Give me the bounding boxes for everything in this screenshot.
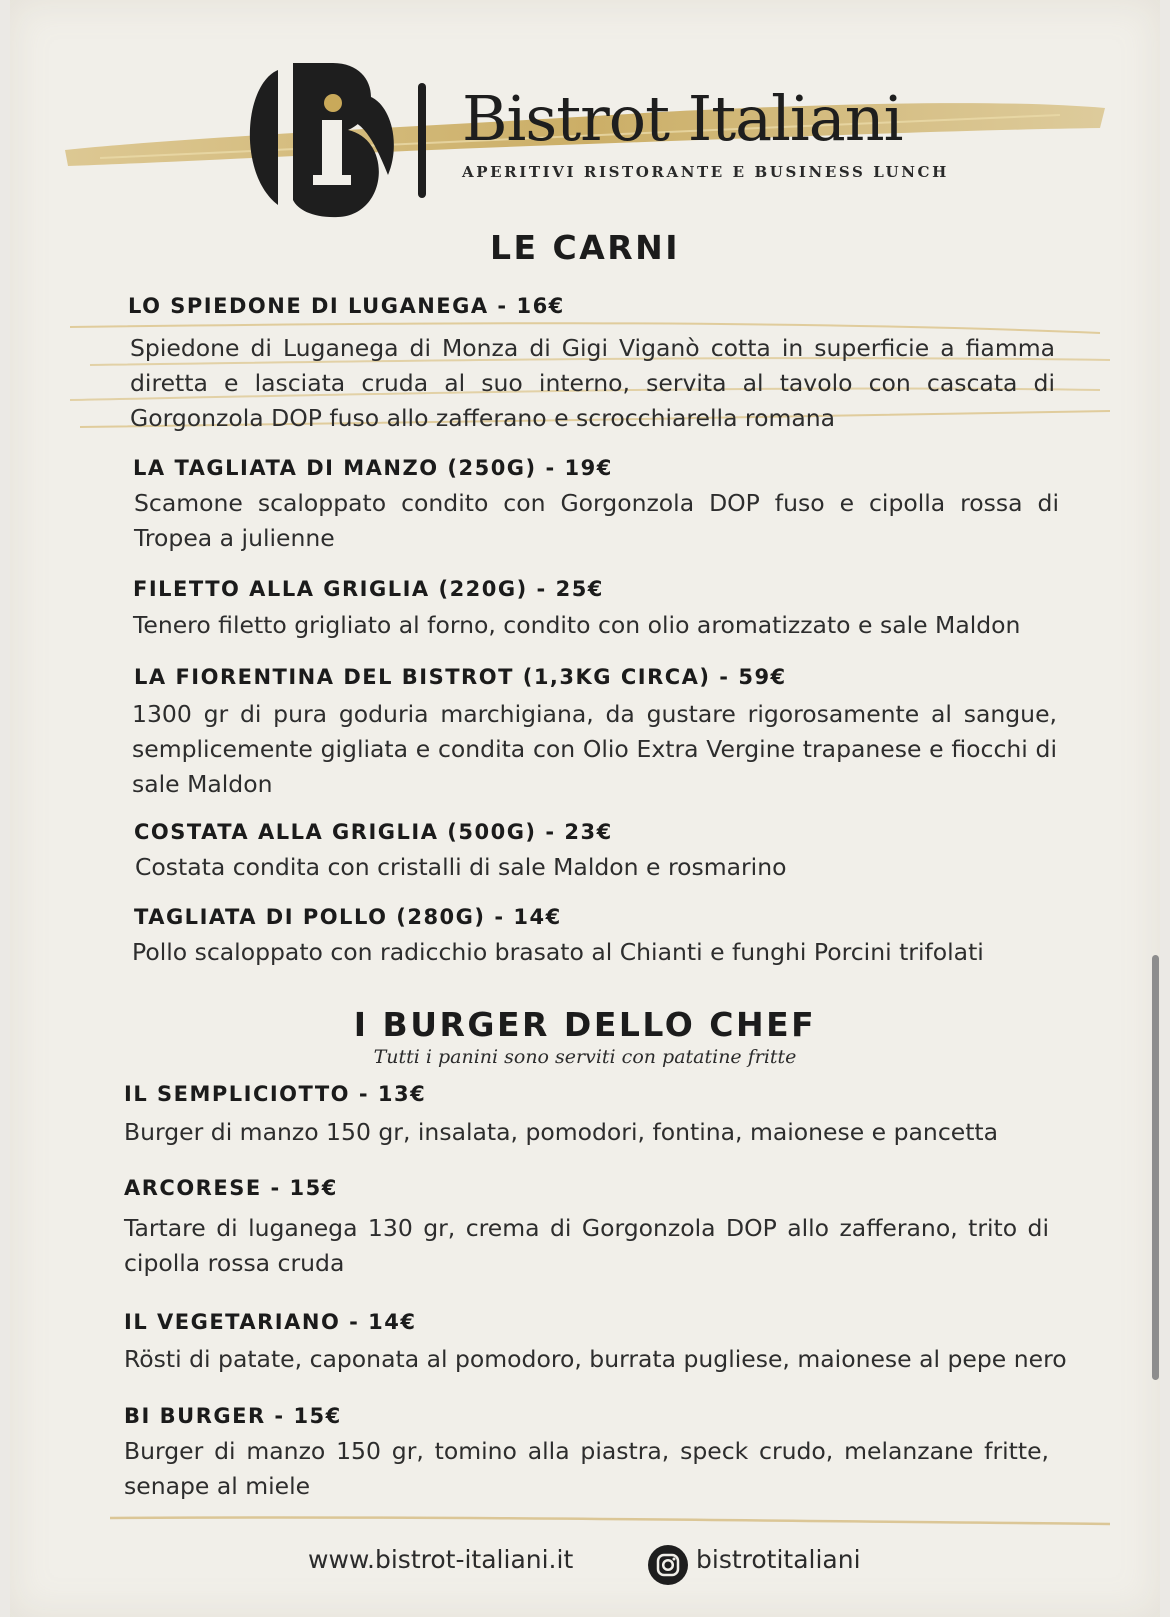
dish-name: LA FIORENTINA DEL BISTROT (1,3KG CIRCA) - 59€ xyxy=(134,665,787,689)
dish-description: 1300 gr di pura goduria marchigiana, da gustare rigorosamente al sangue, semplicemente gigliata e condita con Olio Extra Vergine trapanese e fiocchi di sale Maldon xyxy=(132,700,1057,798)
brand-tagline: APERITIVI RISTORANTE E BUSINESS LUNCH xyxy=(462,163,949,181)
dish-description: Tartare di luganega 130 gr, crema di Gorgonzola DOP allo zafferano, trito di cipolla rossa cruda xyxy=(124,1214,1049,1277)
gold-divider xyxy=(110,1510,1110,1530)
dish-name: TAGLIATA DI POLLO (280G) - 14€ xyxy=(134,905,562,929)
dish-description: Burger di manzo 150 gr, tomino alla piastra, speck crudo, melanzane fritte, senape al miele xyxy=(124,1437,1049,1500)
section-title-burger: I BURGER DELLO CHEF xyxy=(353,1005,817,1044)
dish-name: IL VEGETARIANO - 14€ xyxy=(124,1310,417,1334)
dish-description: Rösti di patate, caponata al pomodoro, burrata pugliese, maionese al pepe nero xyxy=(124,1345,1067,1373)
website-link[interactable]: www.bistrot-italiani.it xyxy=(308,1545,574,1574)
dish-description: Pollo scaloppato con radicchio brasato al Chianti e funghi Porcini trifolati xyxy=(132,938,984,966)
dish-name: FILETTO ALLA GRIGLIA (220G) - 25€ xyxy=(133,577,604,601)
bi-monogram-logo xyxy=(238,55,438,225)
dish-name: COSTATA ALLA GRIGLIA (500G) - 23€ xyxy=(134,820,613,844)
section-title-carni: LE CARNI xyxy=(489,228,681,267)
section-subtitle: Tutti i panini sono serviti con patatine fritte xyxy=(373,1046,797,1068)
dish-description: Tenero filetto grigliato al forno, condito con olio aromatizzato e sale Maldon xyxy=(133,611,1021,639)
dish-name: LA TAGLIATA DI MANZO (250G) - 19€ xyxy=(133,456,613,480)
brand-name: Bistrot Italiani xyxy=(462,82,903,155)
dish-description: Costata condita con cristalli di sale Maldon e rosmarino xyxy=(135,853,787,881)
instagram-handle[interactable]: bistrotitaliani xyxy=(696,1545,861,1574)
dish-description: Burger di manzo 150 gr, insalata, pomodori, fontina, maionese e pancetta xyxy=(124,1118,999,1146)
dish-description: Spiedone di Luganega di Monza di Gigi Viganò cotta in superficie a fiamma diretta e lasciata cruda al suo interno, servita al tavolo con cascata di Gorgonzola DOP fuso allo zafferano e scrocchiarella romana xyxy=(130,334,1055,432)
dish-name: BI BURGER - 15€ xyxy=(124,1404,342,1428)
dish-name: ARCORESE - 15€ xyxy=(124,1176,338,1200)
instagram-icon[interactable] xyxy=(647,1544,689,1586)
scrollbar[interactable] xyxy=(1152,955,1159,1380)
dish-name: LO SPIEDONE DI LUGANEGA - 16€ xyxy=(128,294,565,318)
dish-description: Scamone scaloppato condito con Gorgonzola DOP fuso e cipolla rossa di Tropea a julienne xyxy=(134,489,1059,552)
dish-name: IL SEMPLICIOTTO - 13€ xyxy=(124,1082,427,1106)
